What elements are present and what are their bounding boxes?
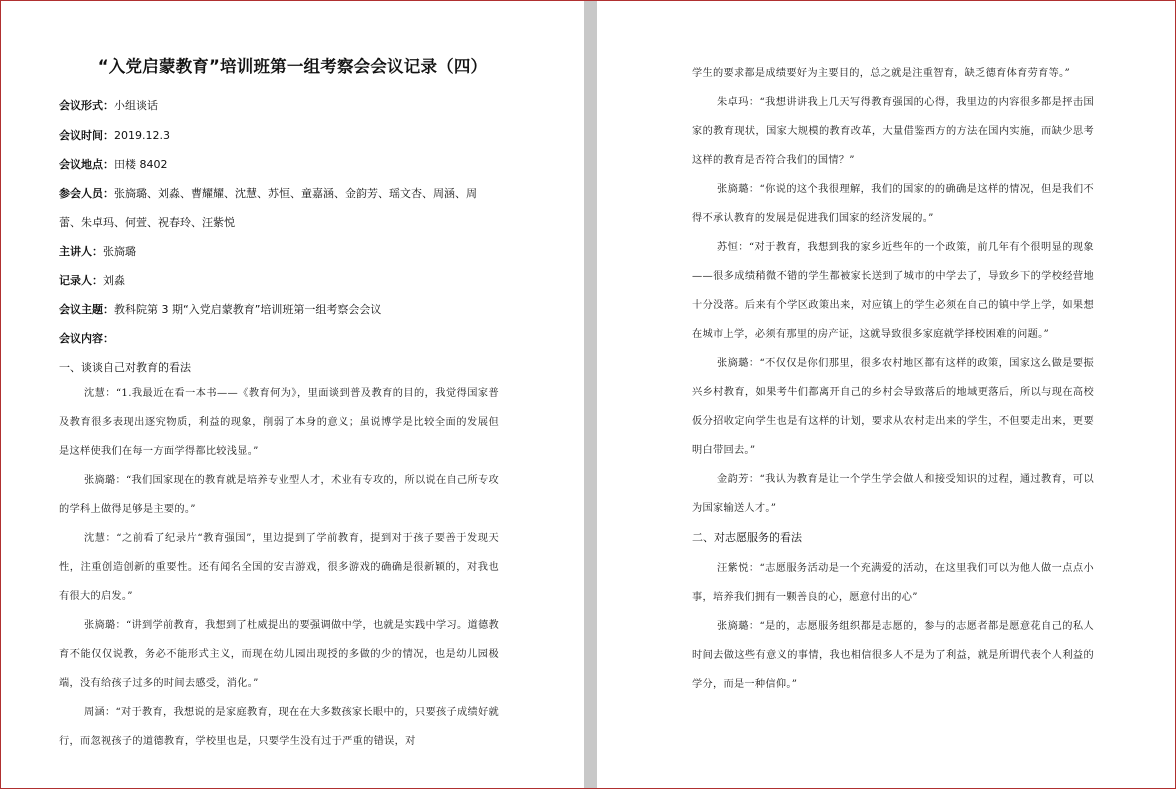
meta-location: 会议地点：田楼 8402 [59, 158, 168, 171]
meta-format: 会议形式：小组谈话 [59, 99, 158, 112]
document-title: “入党启蒙教育”培训班第一组考察会会议记录（四） [97, 57, 488, 76]
section-heading-volunteer: 二、对志愿服务的看法 [692, 531, 802, 544]
meta-recorder: 记录人：刘淼 [59, 274, 125, 287]
meta-content: 会议内容： [59, 332, 114, 345]
page-gap [584, 0, 597, 789]
document-page-left [1, 1, 584, 788]
paragraph: 汪紫悦：“志愿服务活动是一个充满爱的活动，在这里我们可以为他人做一点点小事，培养我们拥有一颗善良的心，愿意付出的心” [692, 563, 1094, 603]
section-heading-education: 一、谈谈自己对教育的看法 [59, 361, 191, 374]
paragraph: 苏恒：“对于教育，我想到我的家乡近些年的一个政策，前几年有个很明显的现象——很多成绩稍微不错的学生都被家长送到了城市的中学去了，导致乡下的学校经营地十分没落。后来有个学区政策出来，对应镇上的学生必须在自己的镇中学上学，如果想在城市上学，必须有那里的房产证，这就导致很多家庭就学择校困难的问题。” [692, 242, 1094, 340]
meta-speaker: 主讲人：张旖璐 [59, 245, 136, 258]
paragraph: 张旖璐：“讲到学前教育，我想到了杜威提出的要强调做中学，也就是实践中学习。道德教育不能仅仅说教，务必不能形式主义，而现在幼儿园出现授的多做的少的情况，也是幼儿园极端，没有给孩子过多的时间去感受，消化。” [59, 620, 499, 689]
paragraph: 沈慧：“1.我最近在看一本书——《教育何为》，里面谈到普及教育的目的，我觉得国家普及教育很多表现出逐究物质，利益的现象，削弱了本身的意义；虽说博学是比较全面的发展但是这样使我们在每一方面学得都比较浅显。” [59, 388, 499, 457]
paragraph: 朱卓玛：“我想讲讲我上几天写得教育强国的心得，我里边的内容很多都是抨击国家的教育现状，国家大规模的教育改革，大量借鉴西方的方法在国内实施，而缺少思考这样的教育是否符合我们的国情？” [692, 97, 1094, 166]
meta-attendees-cont: 蕾、朱卓玛、何萱、祝春玲、汪紫悦 [59, 216, 235, 229]
paragraph: 周涵：“对于教育，我想说的是家庭教育，现在在大多数孩家长眼中的，只要孩子成绩好就行，而忽视孩子的道德教育，学校里也是，只要学生没有过于严重的错误，对 [59, 707, 499, 747]
paragraph: 张旖璐：“你说的这个我很理解，我们的国家的的确确是这样的情况，但是我们不得不承认教育的发展是促进我们国家的经济发展的。” [692, 184, 1094, 224]
meta-attendees: 参会人员：张旖璐、刘淼、曹耀耀、沈慧、苏恒、童嘉涵、金韵芳、瑶文杏、周涵、周 [59, 187, 477, 200]
paragraph: 金韵芳：“我认为教育是让一个学生学会做人和接受知识的过程，通过教育，可以为国家输送人才。” [692, 474, 1094, 514]
paragraph: 张旖璐：“我们国家现在的教育就是培养专业型人才，术业有专攻的，所以说在自己所专攻的学科上做得足够是主要的。” [59, 475, 499, 515]
paragraph: 沈慧：“之前看了纪录片“教育强国”，里边提到了学前教育，提到对于孩子要善于发现天性，注重创造创新的重要性。还有闻名全国的安吉游戏，很多游戏的确确是很新颖的，对我也有很大的启发。” [59, 533, 499, 602]
meta-topic: 会议主题：教科院第 3 期“入党启蒙教育”培训班第一组考察会会议 [59, 303, 382, 316]
paragraph: 学生的要求都是成绩要好为主要目的，总之就是注重智育，缺乏德育体育劳育等。” [692, 68, 1070, 79]
paragraph: 张旖璐：“不仅仅是你们那里，很多农村地区都有这样的政策，国家这么做是要振兴乡村教育，如果考牛们都离开自己的乡村会导致落后的地域更落后，所以与现在高校仮分招收定向学生也是有这样的计划，要求从农村走出来的学生，不但要走出来，更要明白带回去。” [692, 358, 1094, 456]
meta-time: 会议时间：2019.12.3 [59, 129, 170, 142]
paragraph: 张旖璐：“是的，志愿服务组织都是志愿的，参与的志愿者都是愿意花自己的私人时间去做这些有意义的事情，我也相信很多人不是为了利益，就是所谓代表个人利益的学分，而是一种信仰。” [692, 621, 1094, 690]
document-page-right [597, 1, 1175, 788]
